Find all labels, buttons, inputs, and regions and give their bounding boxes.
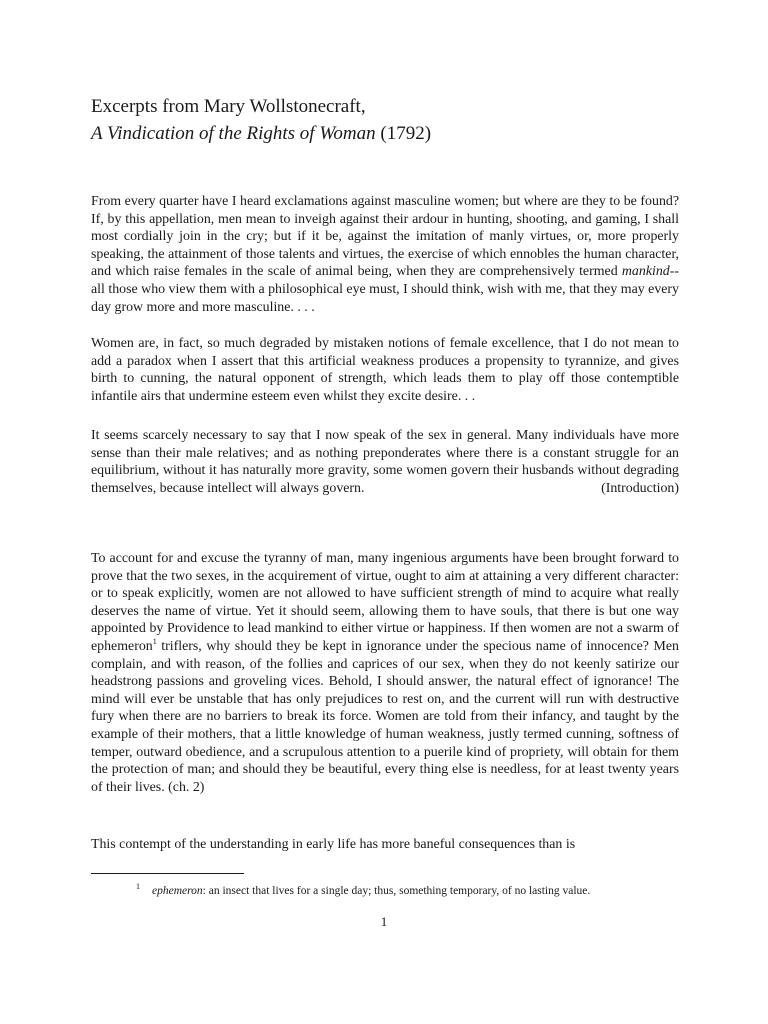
page-number: 1 xyxy=(380,914,388,929)
title-year: (1792) xyxy=(375,123,432,144)
paragraph-2: Women are, in fact, so much degraded by mistaken notions of female excellence, that I do not mean to add a paradox when I assert that this artificial weakness produces a propensity to tyrannize, and gives birth to cunning, the natural opponent of strength, which leads them to play off those contemptible infantile airs that undermine esteem even whilst they excite desire. . . xyxy=(91,336,679,404)
document-title xyxy=(91,93,431,147)
paragraph-1-text-a: From every quarter have I heard exclamations against masculine women; but where are they to be found? If, by this appellation, men mean to inveigh against their ardour in hunting, shooting, and gaming, I shall most cordially join in the cry; but if it be, against the imitation of manly virtues, or, more properly speaking, the attainment of those talents and virtues, the exercise of which ennobles the human character, and which raise females in the scale of animal being, when they are comprehensively termed xyxy=(91,194,679,280)
paragraph-3-text: It seems scarcely necessary to say that I now speak of the sex in general. Many individuals have more sense than their male relatives; and as nothing preponderates where there is a constant struggle for an equilibrium, without it has naturally more gravity, some women govern their husbands without degrading themselves, because intellect will always govern. xyxy=(91,428,679,496)
title-work-line xyxy=(91,120,431,147)
paragraph-5: This contempt of the understanding in early life has more baneful consequences than is xyxy=(91,837,576,852)
footnote-marker[interactable]: 1 xyxy=(152,636,157,646)
paragraph-4-text-a: To account for and excuse the tyranny of man, many ingenious arguments have been brought forward to prove that the two sexes, in the acquirement of virtue, ought to aim at attaining a very different character: or to speak explicitly, women are not allowed to have sufficient strength of mind to acquire what really deserves the name of virtue. Yet it should seem, allowing them to have souls, that there is but one way appointed by Providence to lead mankind to either virtue or happiness. If then women are not a swarm of ephemeron xyxy=(91,551,679,654)
paragraph-4-text-b: triflers, why should they be kept in ignorance under the specious name of innocence? Men complain, and with reason, of the follies and caprices of our sex, when they do not keenly satirize our headstrong passions and groveling vices. Behold, I should answer, the natural effect of ignorance! The mind will ever be unstable that has only prejudices to rest on, and the current will run with destructive fury when there are no barriers to break its force. Women are told from their infancy, and taught by the example of their mothers, that a little knowledge of human weakness, justly termed cunning, softness of temper, outward obedience, and a scrupulous attention to a puerile kind of propriety, will obtain for them the protection of man; and should they be beautiful, every thing else is needless, for at least twenty years of their lives. (ch. 2) xyxy=(91,638,679,795)
footnote-term: ephemeron xyxy=(152,885,203,897)
footnote-text: : an insect that lives for a single day; thus, something temporary, of no lasting value. xyxy=(202,885,591,897)
paragraph-1 xyxy=(91,193,679,316)
paragraph-3-citation: (Introduction) xyxy=(601,480,679,496)
footnote xyxy=(136,879,590,899)
paragraph-3 xyxy=(91,427,679,497)
footnote-number: 1 xyxy=(136,882,140,891)
title-work-italic: A Vindication of the Rights of Woman xyxy=(91,123,376,144)
paragraph-4 xyxy=(91,550,679,796)
paragraph-1-italic-term: mankind xyxy=(621,264,670,280)
paragraph-1-text-b: --all those who view them with a philosophical eye must, I should think, wish with me, that they may every day grow more and more masculine. . . . xyxy=(91,264,679,315)
footnote-divider xyxy=(91,873,244,874)
title-author-line: Excerpts from Mary Wollstonecraft, xyxy=(91,96,366,117)
